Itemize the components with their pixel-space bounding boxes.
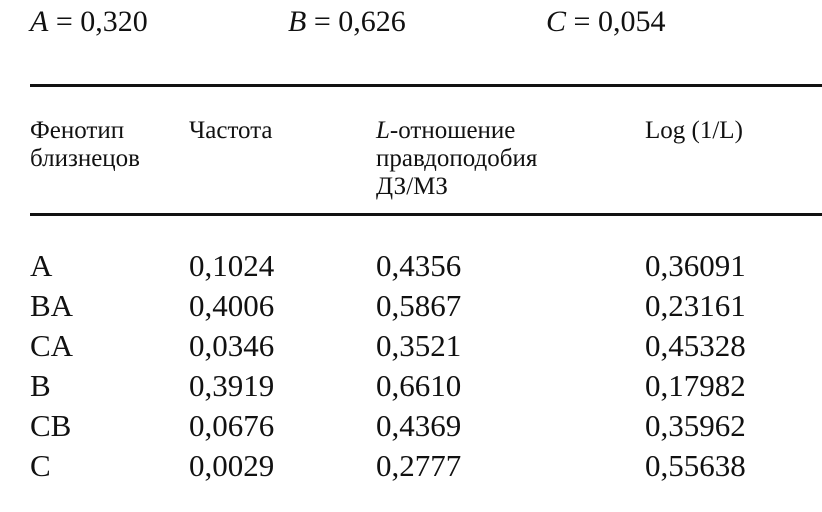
cell-frequency: 0,1024 [189, 248, 275, 283]
cell-frequency: 0,0029 [189, 448, 275, 483]
cell-frequency: 0,0676 [189, 408, 275, 443]
cell-log: 0,35962 [645, 408, 746, 443]
cell-log: 0,23161 [645, 288, 746, 323]
frequency-c-symbol: C [546, 5, 567, 38]
frequency-c-equals: = [566, 5, 598, 38]
cell-log: 0,36091 [645, 248, 746, 283]
cell-frequency: 0,3919 [189, 368, 275, 403]
table-row [0, 366, 822, 406]
frequency-c [546, 4, 665, 40]
cell-phenotype: CA [30, 328, 74, 363]
header-frequency: Частота [189, 117, 273, 144]
frequency-b [288, 4, 406, 40]
frequency-a [30, 4, 148, 40]
cell-log: 0,55638 [645, 448, 746, 483]
table-row [0, 246, 822, 286]
cell-likelihood: 0,4356 [376, 248, 462, 283]
cell-frequency: 0,4006 [189, 288, 275, 323]
cell-frequency: 0,0346 [189, 328, 275, 363]
cell-phenotype: B [30, 368, 51, 403]
header-likelihood [376, 117, 537, 201]
frequency-b-symbol: B [288, 5, 307, 38]
cell-phenotype: CB [30, 408, 72, 443]
frequency-a-symbol: A [30, 5, 49, 38]
header-likelihood-symbol: L [376, 117, 390, 144]
cell-log: 0,17982 [645, 368, 746, 403]
table-row [0, 446, 822, 486]
cell-phenotype: A [30, 248, 53, 283]
table-header-rule [30, 213, 822, 216]
cell-likelihood: 0,5867 [376, 288, 462, 323]
header-log: Log (1/L) [645, 117, 743, 144]
table-row [0, 406, 822, 446]
cell-phenotype: C [30, 448, 51, 483]
cell-likelihood: 0,2777 [376, 448, 462, 483]
table-row [0, 326, 822, 366]
cell-likelihood: 0,3521 [376, 328, 462, 363]
table-row [0, 286, 822, 326]
table-top-rule [30, 84, 822, 87]
cell-log: 0,45328 [645, 328, 746, 363]
header-likelihood-text: -отношение правдоподобия ДЗ/МЗ [376, 117, 538, 200]
frequency-b-value: 0,626 [338, 5, 406, 38]
cell-phenotype: BA [30, 288, 74, 323]
cell-likelihood: 0,6610 [376, 368, 462, 403]
frequency-c-value: 0,054 [597, 5, 666, 38]
cell-likelihood: 0,4369 [376, 408, 462, 443]
frequency-a-equals: = [48, 5, 81, 38]
frequency-a-value: 0,320 [80, 5, 148, 38]
frequency-b-equals: = [306, 5, 339, 38]
header-phenotype: Фенотип близнецов [30, 117, 140, 172]
